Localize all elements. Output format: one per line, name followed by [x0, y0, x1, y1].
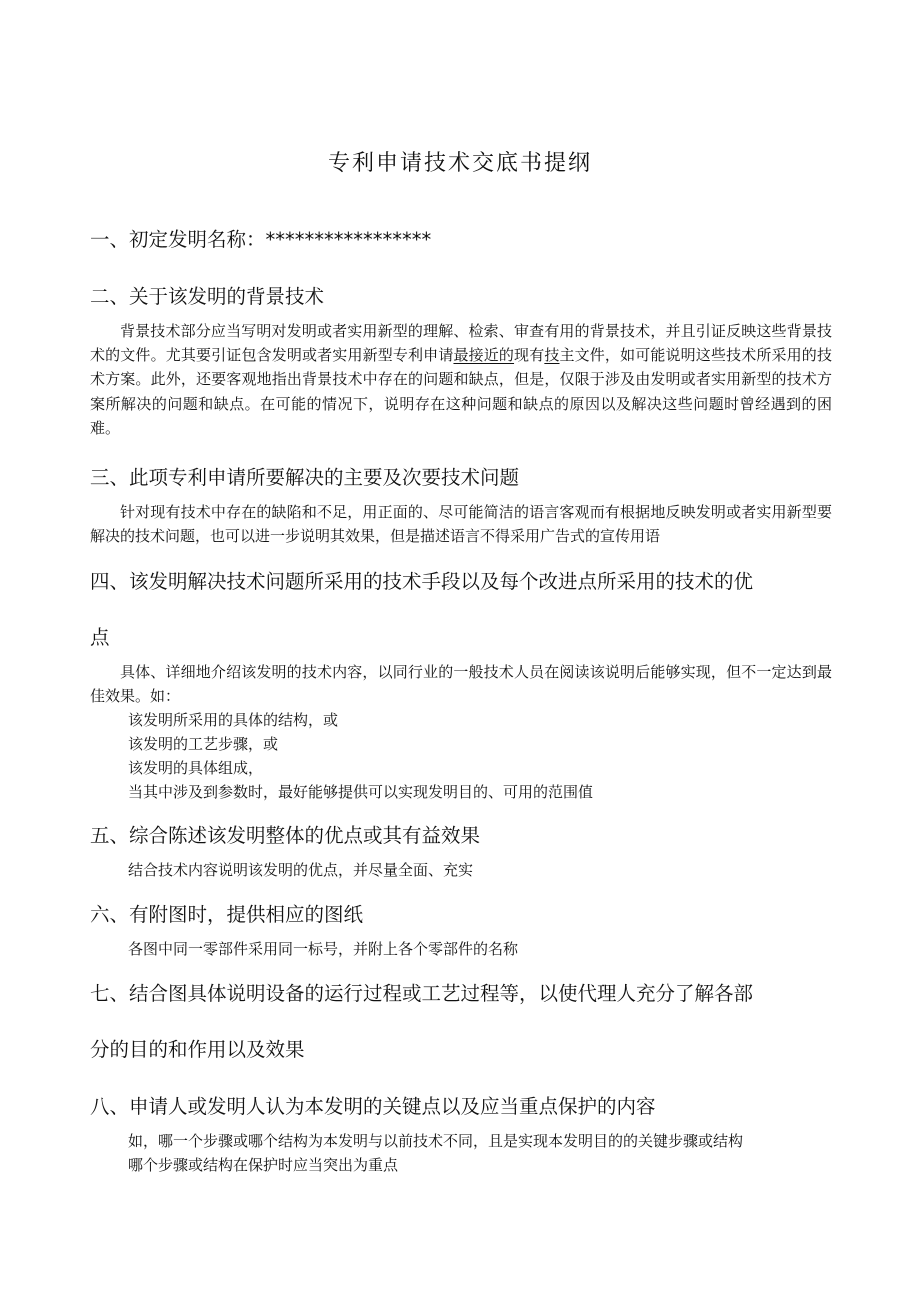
section-5-body: 结合技术内容说明该发明的优点，并尽量全面、充实: [128, 861, 474, 879]
section-4-heading-line-2: 点: [90, 626, 110, 649]
section-3-body: 针对现有技术中存在的缺陷和不足，用正面的、尽可能简洁的语言客观而有根据地反映发明或者实用新型要解决的技术问题，也可以进一步说明其效果，但是描述语言不得采用广告式的宣传用语: [90, 503, 832, 546]
section-7-heading-line-2: 分的目的和作用以及效果: [90, 1038, 305, 1061]
section-2-body-underlined-1: 最接近的: [453, 346, 515, 365]
section-7-heading-line-1: 七、结合图具体说明设备的运行过程或工艺过程等，以使代理人充分了解各部: [90, 982, 754, 1005]
section-8-body-line-2: 哪个步骤或结构在保护时应当突出为重点: [128, 1156, 399, 1174]
section-1-heading: 一、初定发明名称：*****************: [90, 228, 432, 251]
section-6-heading: 六、有附图时，提供相应的图纸: [90, 903, 364, 926]
section-4-item: 该发明所采用的具体的结构，或: [128, 711, 339, 729]
section-8-body-line-1: 如，哪一个步骤或哪个结构为本发明与以前技术不同，且是实现本发明目的的关键步骤或结构: [128, 1132, 744, 1150]
section-8-heading: 八、申请人或发明人认为本发明的关键点以及应当重点保护的内容: [90, 1095, 656, 1118]
section-2-body: [90, 319, 832, 440]
section-6-body: 各图中同一零部件采用同一标号，并附上各个零部件的名称: [128, 940, 519, 958]
section-4-item: 该发明的具体组成，: [128, 759, 264, 777]
section-2-heading: 二、关于该发明的背景技术: [90, 285, 325, 308]
section-3-heading: 三、此项专利申请所要解决的主要及次要技术问题: [90, 466, 520, 489]
section-2-body-before: 背景技术部分应当写明对发明或者实用新型的理解、检索、审查有用的背景技术，并且引证反映这些背景技术的文件。尤其要引证包含发明或者实用新型专利申请: [90, 322, 832, 365]
section-4-item: 当其中涉及到参数时，最好能够提供可以实现发明目的、可用的范围值: [128, 783, 594, 801]
document-title: 专利申请技术交底书提纲: [327, 151, 592, 176]
section-2-body-underlined-2: 技: [544, 346, 560, 365]
section-2-body-mid: 现有: [514, 346, 545, 365]
section-5-heading: 五、综合陈述该发明整体的优点或其有益效果: [90, 824, 481, 847]
section-4-body: 具体、详细地介绍该发明的技术内容，以同行业的一般技术人员在阅读该说明后能够实现，但不一定达到最佳效果。如：: [90, 663, 832, 706]
section-2-body-after: 主文件，如可能说明这些技术所采用的技术方案。此外，还要客观地指出背景技术中存在的问题和缺点，但是，仅限于涉及由发明或者实用新型的技术方案所解决的问题和缺点。在可能的情况下，说明存在这种问题和缺点的原因以及解决这些问题时曾经遇到的困难。: [90, 346, 832, 437]
section-4-heading-line-1: 四、该发明解决技术问题所采用的技术手段以及每个改进点所采用的技术的优: [90, 570, 754, 593]
section-4-item: 该发明的工艺步骤，或: [128, 735, 279, 753]
